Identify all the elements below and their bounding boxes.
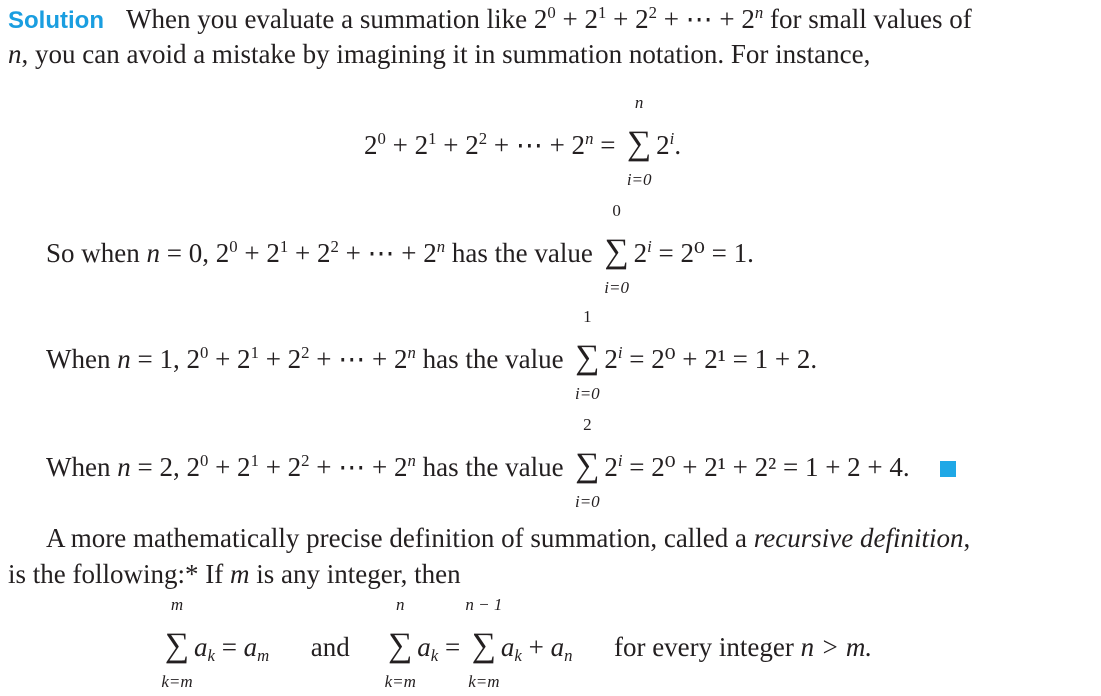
condition-relation: n > m. [800, 632, 873, 662]
case-mid-text: has the value [422, 452, 564, 482]
summation-symbol: 2 ∑ i=0 [574, 415, 600, 511]
definition-text-start: A more mathematically precise definition of summation, called a [46, 523, 748, 553]
case-n2: When n = 2, $2^0 + 2^1 + 2^2$ + ⋯ + $2^n$ has the value 2 ∑ i=0 $2^i = 2^0 + 2^1 + 2^2 = 1 + 2 + 4$. [46, 450, 956, 483]
recursive-formula: m ∑ k=m $a_k = a_m$ and n ∑ k=m $a_k$ = n − 1 ∑ k=m $a_k + a_n$ for every integer n > m. [161, 595, 873, 691]
summation-symbol: 1 ∑ i=0 [574, 307, 600, 403]
solution-intro-line-2: n, you can avoid a mistake by imagining it in summation notation. For instance, [8, 39, 871, 69]
summation-symbol: m ∑ k=m [161, 595, 193, 691]
solution-label: Solution [8, 7, 104, 34]
case-result: 1 + 2. [754, 344, 818, 374]
case-lead: So when [46, 238, 140, 268]
definition-line-1: A more mathematically precise definition of summation, called a recursive definition, [46, 523, 971, 553]
case-expansion: 2⁰ + 2¹ + 2² [651, 452, 777, 482]
end-of-solution-square-icon [940, 461, 956, 477]
intro-text-end: for small values of [770, 4, 972, 34]
case-expansion: 2⁰ + 2¹ [651, 344, 726, 374]
case-lead: When [46, 344, 111, 374]
summation-symbol: n ∑ i=0 [626, 93, 652, 189]
intro-text-start: When you evaluate a summation like [125, 4, 528, 34]
recursive-definition-term: recursive definition [753, 523, 964, 553]
case-result: 1. [733, 238, 754, 268]
solution-intro-line-1 [8, 3, 972, 37]
case-lead: When [46, 452, 111, 482]
intro-text-line2: you can avoid a mistake by imagining it in summation notation. For instance, [35, 39, 871, 69]
case-n-value: 0 [188, 238, 203, 268]
case-mid-text: has the value [422, 344, 564, 374]
display-equation: $2^0 + 2^1 + 2^2$ + ⋯ + $2^n$ = n ∑ i=0 2$^i$. [364, 93, 682, 189]
case-n0: So when n = 0, $2^0 + 2^1 + 2^2$ + ⋯ + $2^n$ has the value 0 ∑ i=0 $2^i = 2^0 = 1$. [46, 201, 754, 297]
intro-series: $2^0 + 2^1 + 2^2$ + ⋯ + $2^n$ [533, 2, 764, 34]
definition-text-line2: is the following:* If [8, 559, 224, 589]
condition-text: for every integer [613, 632, 794, 662]
case-n1: When n = 1, $2^0 + 2^1 + 2^2$ + ⋯ + $2^n$ has the value 1 ∑ i=0 $2^i = 2^0 + 2^1 = 1 + 2$. [46, 307, 818, 403]
and-word: and [310, 632, 350, 662]
case-n-value: 1 [159, 344, 173, 374]
definition-text-end: is any integer, then [256, 559, 461, 589]
summation-symbol: 0 ∑ i=0 [604, 201, 629, 297]
case-n-value: 2 [159, 452, 173, 482]
case-result: 1 + 2 + 4. [804, 452, 910, 482]
case-mid-text: has the value [451, 238, 593, 268]
definition-line-2 [8, 558, 461, 590]
case-expansion: 2⁰ [680, 238, 705, 268]
summation-symbol: n − 1 ∑ k=m [465, 595, 503, 691]
m-variable: m [229, 559, 250, 589]
summation-symbol: n ∑ k=m [384, 595, 416, 691]
